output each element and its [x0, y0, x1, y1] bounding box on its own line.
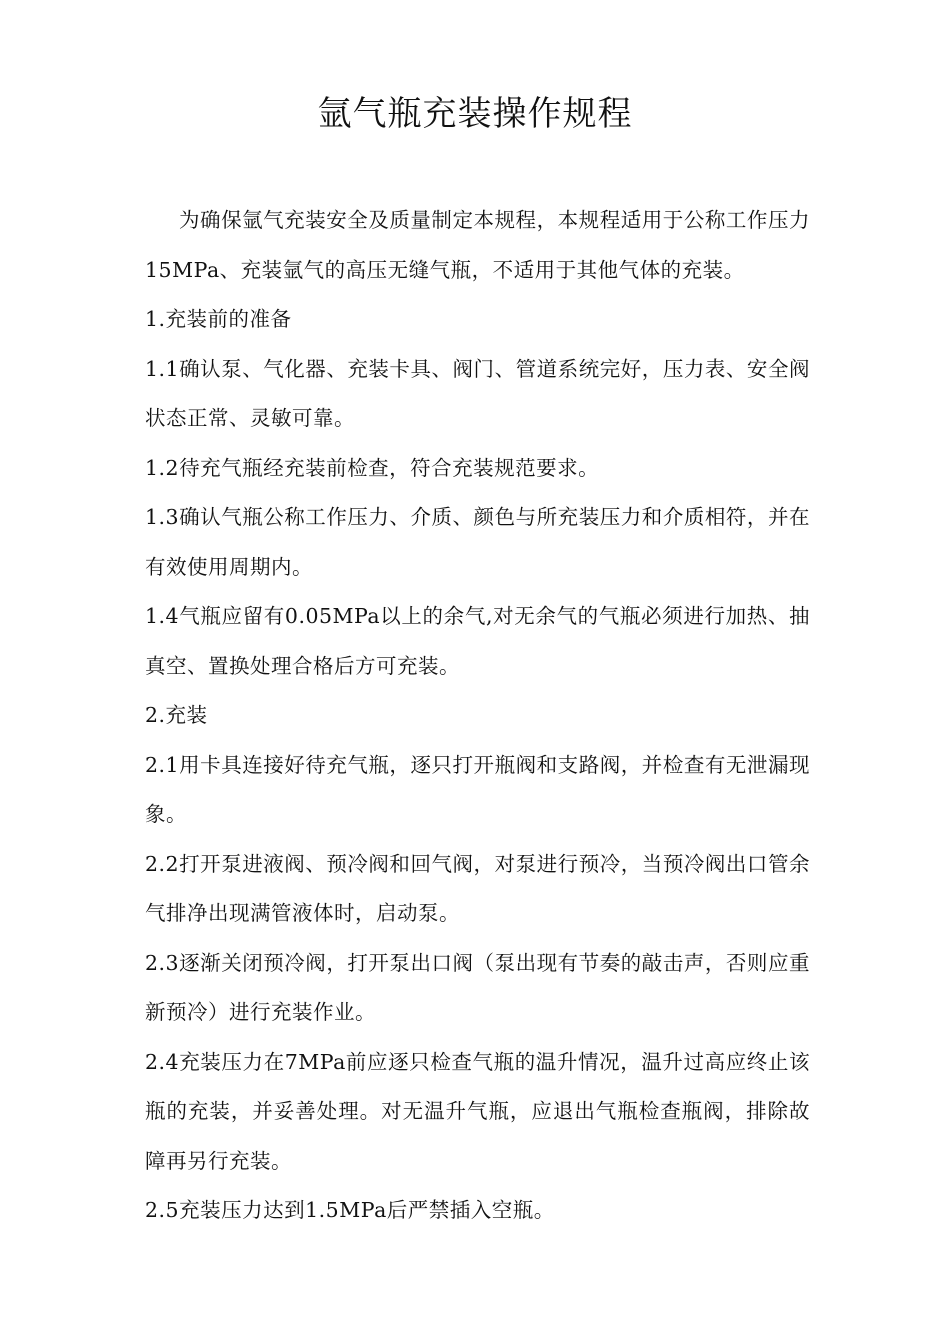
paragraph-1-4: 1.4气瓶应留有0.05MPa以上的余气,对无余气的气瓶必须进行加热、抽真空、置换处理合格后方可充装。 — [145, 604, 810, 678]
paragraph-1-3: 1.3确认气瓶公称工作压力、介质、颜色与所充装压力和介质相符，并在有效使用周期内。 — [145, 505, 810, 579]
paragraph-1-1: 1.1确认泵、气化器、充装卡具、阀门、管道系统完好，压力表、安全阀状态正常、灵敏可靠。 — [145, 356, 810, 430]
document-body — [145, 196, 810, 1236]
section-heading-1: 1.充装前的准备 — [145, 307, 292, 331]
paragraph-2-4: 2.4充装压力在7MPa前应逐只检查气瓶的温升情况，温升过高应终止该瓶的充装，并妥善处理。对无温升气瓶，应退出气瓶检查瓶阀，排除故障再另行充装。 — [145, 1049, 810, 1173]
intro-paragraph: 为确保氩气充装安全及质量制定本规程，本规程适用于公称工作压力15MPa、充装氩气的高压无缝气瓶，不适用于其他气体的充装。 — [145, 208, 810, 282]
paragraph-2-3: 2.3逐渐关闭预冷阀，打开泵出口阀（泵出现有节奏的敲击声，否则应重新预冷）进行充装作业。 — [145, 950, 810, 1024]
paragraph-2-2: 2.2打开泵进液阀、预冷阀和回气阀，对泵进行预冷，当预冷阀出口管余气排净出现满管液体时，启动泵。 — [145, 851, 810, 925]
section-heading-2: 2.充装 — [145, 703, 208, 727]
paragraph-2-1: 2.1用卡具连接好待充气瓶，逐只打开瓶阀和支路阀，并检查有无泄漏现象。 — [145, 752, 810, 826]
paragraph-2-5: 2.5充装压力达到1.5MPa后严禁插入空瓶。 — [145, 1198, 555, 1222]
paragraph-1-2: 1.2待充气瓶经充装前检查，符合充装规范要求。 — [145, 455, 600, 480]
document-title: 氩气瓶充装操作规程 — [317, 94, 633, 134]
